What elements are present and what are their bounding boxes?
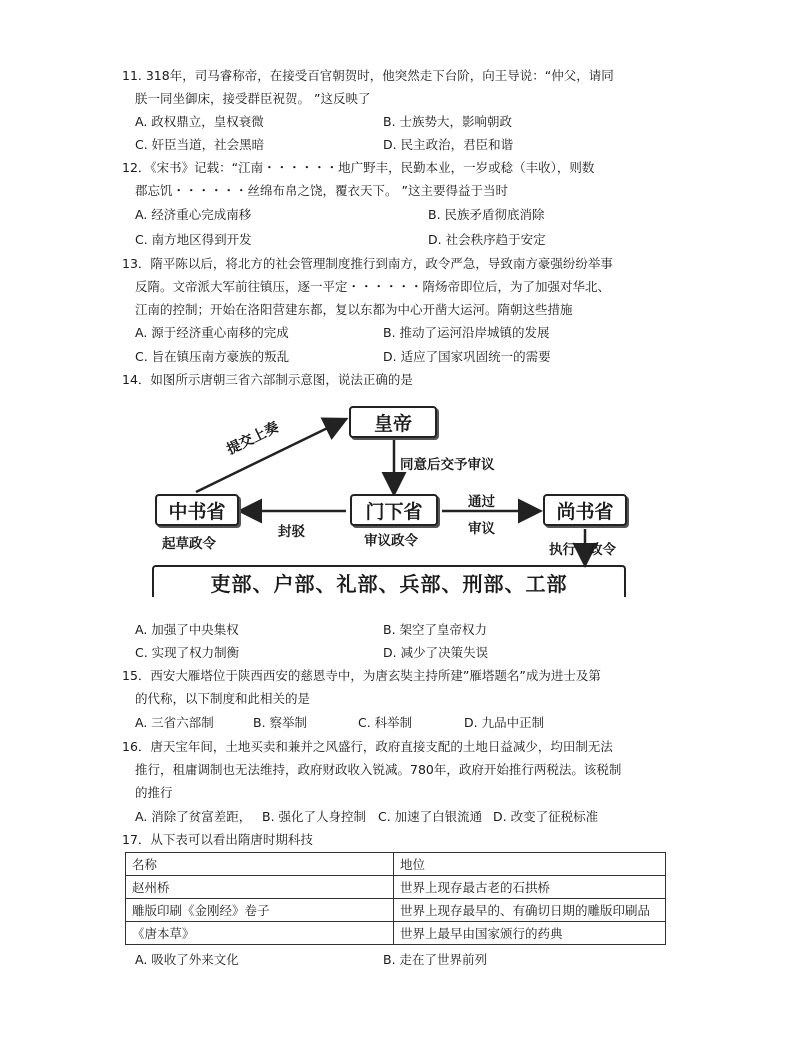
- q15-option-d: D. 九品中正制: [464, 715, 545, 730]
- q12-stem-line2: 郡忘饥・・・・・・丝绵布帛之饶，覆衣天下。 ”这主要得益于当时: [135, 183, 508, 198]
- q17-option-b: B. 走在了世界前列: [383, 952, 488, 967]
- q12-option-a: A. 经济重心完成南移: [135, 207, 252, 222]
- zhengling-label: 政令: [589, 542, 616, 558]
- q13-stem-line1: 13．隋平陈以后，将北方的社会管理制度推行到南方，政令严急，导致南方豪强纷纷举事: [122, 256, 613, 271]
- shangshu-box: 尚书省: [543, 494, 627, 526]
- q13-option-c: C. 旨在镇压南方豪族的叛乱: [135, 349, 290, 364]
- q13-stem-line2: 反隋。文帝派大军前往镇压，逐一平定・・・・・・隋炀帝即位后，为了加强对华北、: [135, 279, 611, 294]
- table-cell: 世界上现存最早的、有确切日期的雕版印刷品: [394, 899, 666, 922]
- q14-option-b: B. 架空了皇帝权力: [383, 622, 488, 637]
- q14-option-c: C. 实现了权力制衡: [135, 645, 240, 660]
- q14-option-d: D. 减少了决策失误: [383, 645, 489, 660]
- draft-label: 起草政令: [162, 536, 216, 552]
- table-cell: 世界上现存最古老的石拱桥: [394, 876, 666, 899]
- q11-stem-line1: 11. 318年，司马睿称帝，在接受百官朝贺时，他突然走下台阶，向王导说：“仲父，请同: [122, 68, 614, 83]
- q14-option-a: A. 加强了中央集权: [135, 622, 239, 637]
- q17-option-a: A. 吸收了外来文化: [135, 952, 239, 967]
- q11-option-d: D. 民主政治，君臣和谐: [383, 137, 514, 152]
- q13-option-a: A. 源于经济重心南移的完成: [135, 325, 289, 340]
- approve-label: 同意后交予审议: [400, 457, 495, 473]
- table-header-row: [126, 853, 666, 876]
- q13-stem-line3: 江南的控制；开始在洛阳营建东都，复以东都为中心开凿大运河。隋朝这些措施: [135, 302, 573, 317]
- table-cell: 雕版印刷《金刚经》卷子: [126, 899, 394, 922]
- table-row: [126, 922, 666, 945]
- pass-label: 通过: [468, 494, 495, 510]
- q16-stem-line3: 的推行: [135, 785, 173, 800]
- q16-option-a: A. 消除了贫富差距，: [135, 809, 252, 824]
- table-row: [126, 876, 666, 899]
- q11-option-a: A. 政权鼎立，皇权衰微: [135, 114, 264, 129]
- zhongshu-box: 中书省: [155, 494, 239, 526]
- q12-option-d: D. 社会秩序趋于安定: [428, 232, 546, 247]
- submit-label: 提交上奏: [224, 419, 282, 459]
- reject-label: 封驳: [278, 524, 305, 540]
- q12-stem-line1: 12．《宋书》记载：“江南・・・・・・地广野丰，民勤本业，一岁或稔（丰收），则数: [122, 160, 595, 175]
- q15-stem-line2: 的代称，以下制度和此相关的是: [135, 691, 311, 706]
- q13-option-b: B. 推动了运河沿岸城镇的发展: [383, 325, 550, 340]
- table-cell: 赵州桥: [126, 876, 394, 899]
- q15-stem-line1: 15．西安大雁塔位于陕西西安的慈恩寺中，为唐玄奘主持所建”雁塔题名”成为进士及第: [122, 668, 601, 683]
- q13-option-d: D. 适应了国家巩固统一的需要: [383, 349, 551, 364]
- q15-option-a: A. 三省六部制: [135, 715, 214, 730]
- q17-stem: 17．从下表可以看出隋唐时期科技: [122, 832, 313, 847]
- emperor-box: 皇帝: [349, 406, 437, 438]
- q11-stem-line2: 朕一同坐御床，接受群臣祝贺。 ”这反映了: [135, 91, 371, 106]
- table-header-status: 地位: [394, 853, 666, 876]
- six-ministries-box: 吏部、户部、礼部、兵部、刑部、工部: [152, 565, 626, 597]
- q16-option-b: B. 强化了人身控制: [262, 809, 367, 824]
- menxia-box: 门下省: [350, 494, 438, 526]
- q14-stem: 14．如图所示唐朝三省六部制示意图，说法正确的是: [122, 372, 413, 387]
- q12-option-b: B. 民族矛盾彻底消除: [428, 207, 545, 222]
- table-cell: 《唐本草》: [126, 922, 394, 945]
- shenyi-label: 审议: [468, 521, 495, 537]
- q16-stem-line1: 16．唐天宝年间，土地买卖和兼并之风盛行，政府直接支配的土地日益减少，均田制无法: [122, 739, 613, 754]
- q15-option-c: C. 科举制: [358, 715, 413, 730]
- q15-option-b: B. 察举制: [253, 715, 308, 730]
- q16-stem-line2: 推行，租庸调制也无法维持，政府财政收入锐减。780年，政府开始推行两税法。该税制: [135, 762, 622, 777]
- q11-option-b: B. 士族势大，影响朝政: [383, 114, 513, 129]
- table-cell: 世界上最早由国家颁行的药典: [394, 922, 666, 945]
- table-header-name: 名称: [126, 853, 394, 876]
- review-label: 审议政令: [364, 533, 418, 549]
- execute-label: 执行: [549, 542, 576, 558]
- q16-option-c: C. 加速了白银流通: [378, 809, 483, 824]
- tech-table: [125, 852, 666, 945]
- table-row: [126, 899, 666, 922]
- q11-option-c: C. 奸臣当道，社会黑暗: [135, 137, 265, 152]
- q12-option-c: C. 南方地区得到开发: [135, 232, 252, 247]
- q16-option-d: D. 改变了征税标准: [493, 809, 599, 824]
